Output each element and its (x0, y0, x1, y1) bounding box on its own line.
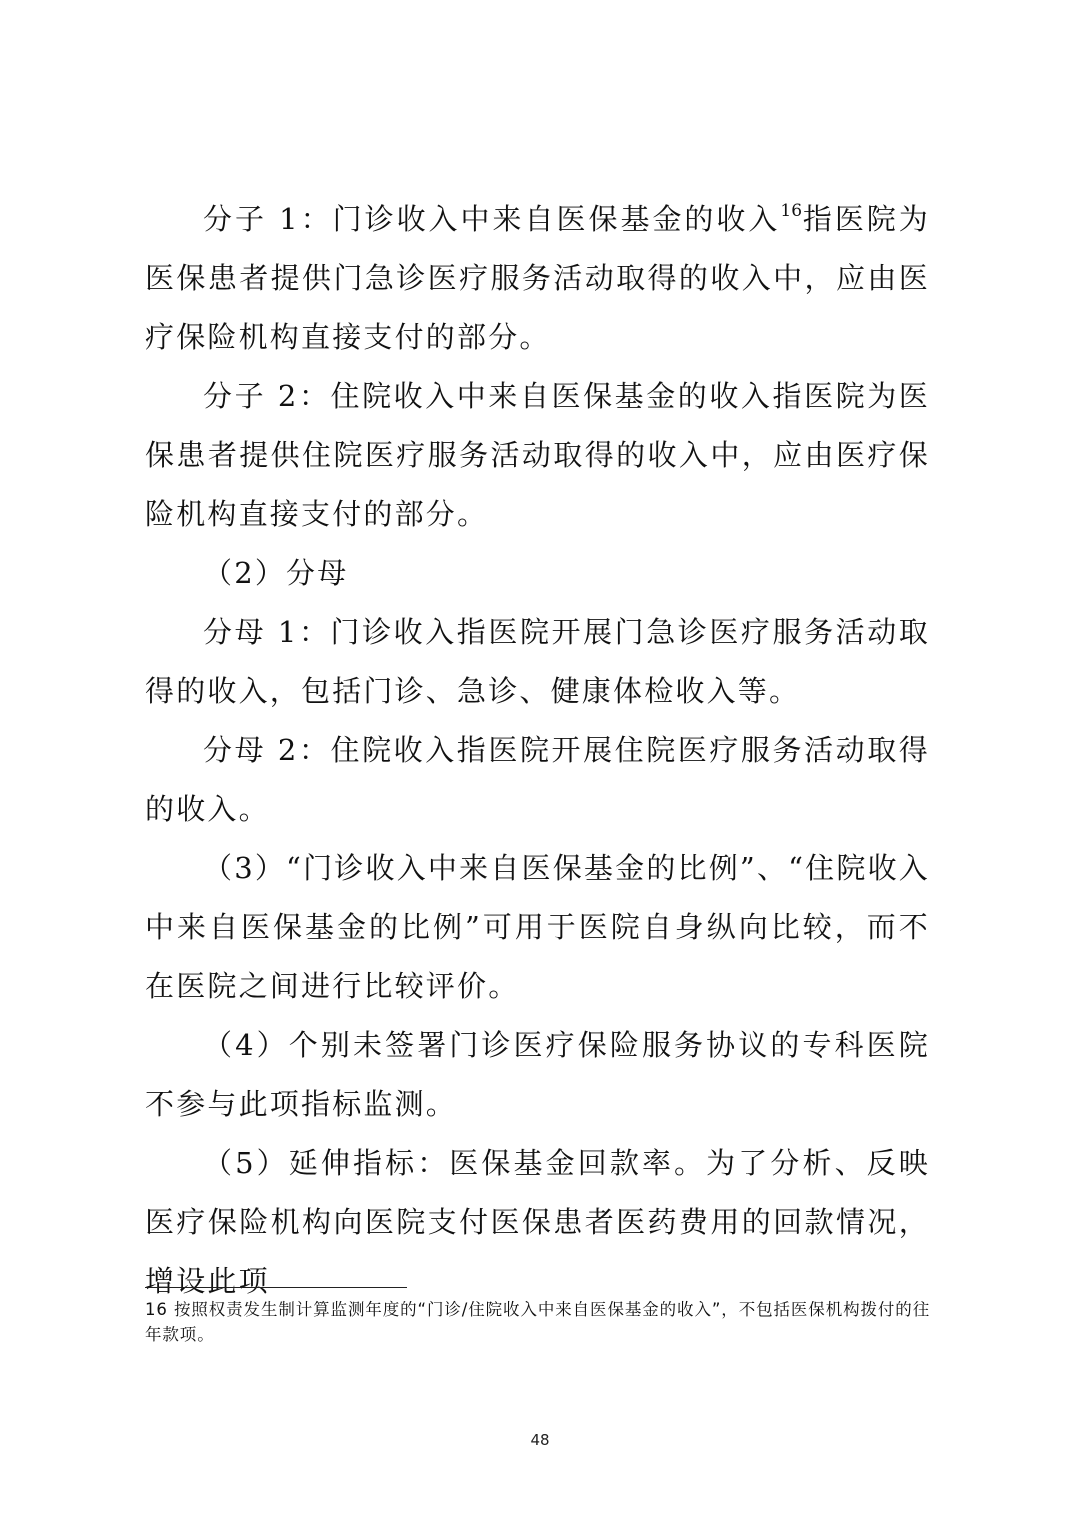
footnote-divider (145, 1287, 407, 1288)
paragraph-numerator-1-text: 分子 1：门诊收入中来自医保基金的收入 (203, 202, 781, 236)
footnote-reference-16[interactable]: 16 (780, 201, 803, 222)
page-number: 48 (530, 1431, 550, 1449)
paragraph-numerator-1-continuation: 指医院为医保患者提供门急诊医疗服务活动取得的收入中，应由医疗保险机构直接支付的部分。 (145, 202, 930, 354)
paragraph-numerator-2: 分子 2：住院收入中来自医保基金的收入指医院为医保患者提供住院医疗服务活动取得的收入中，应由医疗保险机构直接支付的部分。 (145, 379, 930, 531)
heading-denominator: （2）分母 (203, 556, 349, 590)
paragraph-denominator-2: 分母 2：住院收入指医院开展住院医疗服务活动取得的收入。 (145, 733, 930, 826)
paragraph-denominator-1: 分母 1：门诊收入指医院开展门急诊医疗服务活动取得的收入，包括门诊、急诊、健康体检收入等。 (145, 615, 930, 708)
paragraph-note-4: （4）个别未签署门诊医疗保险服务协议的专科医院不参与此项指标监测。 (145, 1028, 930, 1121)
footnote-16: 16 按照权责发生制计算监测年度的“门诊/住院收入中来自医保基金的收入”，不包括医保机构拨付的往年款项。 (145, 1300, 931, 1344)
paragraph-numerator-1 (145, 190, 930, 367)
body-text (145, 190, 930, 1311)
paragraph-note-5: （5）延伸指标：医保基金回款率。为了分析、反映医疗保险机构向医院支付医保患者医药费用的回款情况，增设此项 (145, 1146, 930, 1298)
paragraph-note-3: （3）“门诊收入中来自医保基金的比例”、“住院收入中来自医保基金的比例”可用于医院自身纵向比较，而不在医院之间进行比较评价。 (145, 851, 930, 1003)
